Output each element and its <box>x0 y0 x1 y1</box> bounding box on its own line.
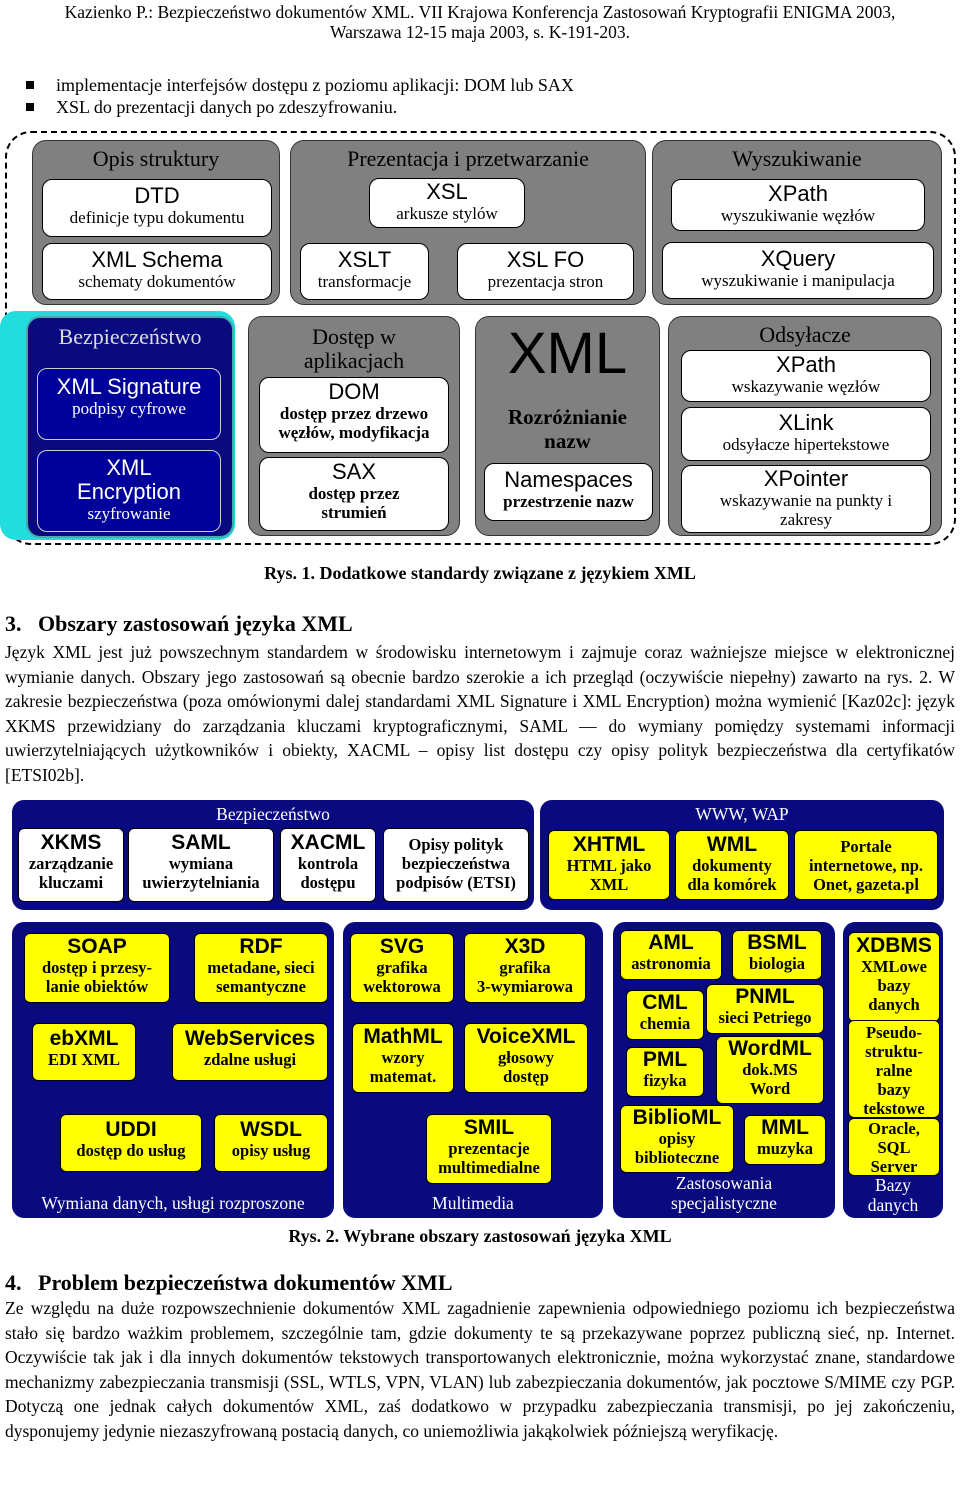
xlink-label: XLink <box>778 410 834 435</box>
smil-label: SMIL <box>463 1116 515 1139</box>
dom-label: DOM <box>328 379 380 404</box>
xpointer-desc-2: zakresy <box>780 510 832 529</box>
bullet-square-icon <box>26 81 34 89</box>
group-title: Wyszukiwanie <box>732 146 862 171</box>
sax-desc-1: dostęp przez <box>308 484 400 503</box>
etsi-desc-1: Opisy polityk <box>408 835 504 854</box>
rdf-desc-1: metadane, sieci <box>207 958 315 977</box>
ebxml-box <box>32 1023 136 1081</box>
bullet-item <box>28 74 574 96</box>
pml-box <box>626 1047 704 1097</box>
pnml-label: PNML <box>735 985 795 1008</box>
xhtml-desc-1: HTML jako <box>566 856 652 875</box>
soap-desc-1: dostęp i przesy- <box>42 958 152 977</box>
xml-schema-label: XML Schema <box>91 247 223 272</box>
x3d-desc-2: 3-wymiarowa <box>477 977 573 996</box>
databases-label-1: Bazy <box>875 1175 911 1195</box>
aml-desc: astronomia <box>631 954 711 973</box>
uddi-box <box>60 1114 202 1172</box>
soap-box <box>24 933 170 1003</box>
bsml-box <box>732 930 822 980</box>
group-title: Opis struktury <box>92 146 220 171</box>
search-group <box>652 140 942 305</box>
specialized-label-1: Zastosowania <box>675 1173 773 1193</box>
namespaces-heading <box>476 405 659 453</box>
presentation-group <box>290 140 646 305</box>
group-title-line-1: Dostęp w <box>312 324 396 349</box>
xdbms-desc-3: danych <box>868 995 920 1014</box>
svg-label: SVG <box>379 935 425 958</box>
oracle-sql-box <box>848 1118 940 1176</box>
section-3-paragraph: Język XML jest już powszechnym standardem w środowisku internetowym i zajmuje coraz ważniejsze miejsce w elektronicznej wymianie danych. Obszary jego zastosowań są obecnie bardzo szerokie a ich przegląd (oczywiście niepełny) zawarto na rys. 2. W zakresie bezpieczeństwa (poza omówionymi dalej standardami XML Signature i XML Encryption) można wymienić [Kaz02c]: język XKMS przewidziany do zarządzania kluczami kryptograficznymi, SAML — do wymiany pomiędzy systemami informacji uwierzytelniających użytkowników i obiekty, XACML – opisy list dostępu czy opisy polityk bezpieczeństwa dla certyfikatów [ETSI02b]. <box>5 642 955 785</box>
xsl-fo-desc: prezentacja stron <box>487 272 604 291</box>
dom-desc-1: dostęp przez drzewo <box>279 404 429 423</box>
wml-label: WML <box>706 833 758 856</box>
xhtml-desc-2: XML <box>589 875 629 894</box>
mml-label: MML <box>761 1116 809 1139</box>
etsi-desc-3: podpisów (ETSI) <box>396 873 516 892</box>
figure-1-caption: Rys. 1. Dodatkowe standardy związane z językiem XML <box>264 563 696 583</box>
xml-schema-box <box>42 243 272 300</box>
sax-desc-2: strumień <box>321 503 387 522</box>
cml-desc: chemia <box>639 1014 691 1033</box>
oracle-desc-2: SQL <box>877 1138 911 1157</box>
multimedia-area-label: Multimedia <box>432 1193 514 1213</box>
pnml-box <box>706 984 824 1034</box>
xquery-box <box>662 242 934 299</box>
rdf-desc-2: semantyczne <box>216 977 306 996</box>
xpointer-label: XPointer <box>763 466 849 491</box>
xacml-box <box>280 828 376 902</box>
oracle-desc-1: Oracle, <box>868 1119 920 1138</box>
links-group <box>668 316 942 536</box>
xml-core-group <box>475 316 660 536</box>
xml-big-label: XML <box>507 321 628 386</box>
voicexml-label: VoiceXML <box>476 1025 576 1048</box>
specialized-area-label <box>613 1173 835 1213</box>
smil-box <box>426 1114 552 1184</box>
xacml-desc-2: dostępu <box>300 873 356 892</box>
www-area-label: WWW, WAP <box>695 804 789 824</box>
xdbms-desc-1: XMLowe <box>861 957 927 976</box>
namespaces-heading-1: Rozróżnianie <box>508 405 627 429</box>
bullet-item <box>28 96 397 118</box>
saml-desc-1: wymiana <box>168 854 234 873</box>
xdbms-desc-2: bazy <box>877 976 911 995</box>
voicexml-desc-1: głosowy <box>498 1048 554 1067</box>
mathml-desc-1: wzory <box>381 1048 425 1067</box>
saml-box <box>128 828 274 902</box>
mathml-label: MathML <box>363 1025 443 1048</box>
xml-encryption-label-2: Encryption <box>77 479 181 504</box>
access-group <box>248 316 460 536</box>
header-line-2: Warszawa 12-15 maja 2003, s. K-191-203. <box>330 22 630 42</box>
bsml-desc: biologia <box>749 954 805 973</box>
xpath-search-box <box>671 179 925 231</box>
mathml-desc-2: matemat. <box>369 1067 437 1086</box>
pseudo-desc-5: tekstowe <box>863 1099 925 1118</box>
xsl-fo-box <box>457 243 634 300</box>
xml-signature-box <box>37 368 221 440</box>
mml-box <box>744 1115 826 1165</box>
xpath-label: XPath <box>768 181 828 206</box>
security-group <box>26 316 234 538</box>
xpath-label: XPath <box>776 352 836 377</box>
xml-schema-desc: schematy dokumentów <box>78 272 236 291</box>
xacml-label: XACML <box>290 831 366 854</box>
xpointer-desc-1: wskazywanie na punkty i <box>719 491 893 510</box>
bullet-text: XSL do prezentacji danych po zdeszyfrowaniu. <box>56 97 398 117</box>
structure-description-group <box>32 140 280 305</box>
xhtml-label: XHTML <box>572 833 646 856</box>
svg-box <box>350 933 454 1003</box>
xslt-label: XSLT <box>337 247 392 272</box>
portals-desc-1: Portale <box>840 837 892 856</box>
cml-label: CML <box>642 991 688 1014</box>
rdf-box <box>194 933 328 1003</box>
xml-encryption-desc: szyfrowanie <box>87 504 171 523</box>
webservices-desc: zdalne usługi <box>203 1050 297 1069</box>
aml-label: AML <box>648 931 694 954</box>
rdf-label: RDF <box>239 935 283 958</box>
biblioml-desc-2: biblioteczne <box>634 1148 720 1167</box>
oracle-desc-3: Server <box>870 1157 918 1176</box>
pseudo-structural-box <box>848 1020 940 1118</box>
smil-desc-2: multimedialne <box>438 1158 540 1177</box>
etsi-policies-box <box>383 828 529 902</box>
biblioml-label: BiblioML <box>632 1106 722 1129</box>
xpath-pointing-box <box>681 350 931 402</box>
security-area-label: Bezpieczeństwo <box>216 804 330 824</box>
xslt-desc: transformacje <box>317 272 412 291</box>
xkms-label: XKMS <box>40 831 102 854</box>
wml-box <box>675 830 789 900</box>
wordml-box <box>716 1036 824 1104</box>
xhtml-box <box>548 830 670 900</box>
pseudo-desc-3: ralne <box>875 1061 913 1080</box>
saml-desc-2: uwierzytelniania <box>142 873 260 892</box>
bullet-text: implementacje interfejsów dostępu z poziomu aplikacji: DOM lub SAX <box>56 75 574 95</box>
xacml-desc-1: kontrola <box>297 854 359 873</box>
wsdl-desc: opisy usług <box>231 1141 311 1160</box>
etsi-desc-2: bezpieczeństwa <box>401 854 511 873</box>
namespaces-box <box>484 463 653 521</box>
saml-label: SAML <box>171 831 231 854</box>
databases-area-label <box>843 1175 943 1215</box>
wsdl-label: WSDL <box>240 1118 302 1141</box>
pseudo-desc-4: bazy <box>877 1080 911 1099</box>
dtd-desc: definicje typu dokumentu <box>69 208 245 227</box>
mml-desc: muzyka <box>757 1139 813 1158</box>
databases-label-2: danych <box>867 1195 919 1215</box>
xml-encryption-label-1: XML <box>106 455 152 480</box>
ebxml-label: ebXML <box>49 1027 119 1050</box>
portals-desc-2: internetowe, np. <box>808 856 924 875</box>
data-exchange-area-label: Wymiana danych, usługi rozproszone <box>41 1193 305 1213</box>
wordml-label: WordML <box>728 1037 812 1060</box>
dom-box <box>259 377 449 453</box>
xquery-desc: wyszukiwanie i manipulacja <box>701 271 895 290</box>
cml-box <box>626 990 704 1040</box>
group-title: Bezpieczeństwo <box>58 324 202 349</box>
wordml-desc-1: dok.MS <box>742 1060 798 1079</box>
wordml-desc-2: Word <box>749 1079 791 1098</box>
biblioml-desc-1: opisy <box>658 1129 696 1148</box>
aml-box <box>620 930 722 980</box>
bsml-label: BSML <box>747 931 807 954</box>
wml-desc-1: dokumenty <box>692 856 772 875</box>
group-title-line-2: aplikacjach <box>303 348 405 373</box>
xml-signature-label: XML Signature <box>56 374 202 399</box>
webservices-box <box>172 1023 328 1081</box>
voicexml-box <box>464 1023 588 1093</box>
xpointer-box <box>681 465 931 533</box>
dtd-label: DTD <box>134 183 180 208</box>
section-4-heading: 4. Problem bezpieczeństwa dokumentów XML <box>5 1270 453 1295</box>
xsl-desc: arkusze stylów <box>396 204 498 223</box>
ebxml-desc: EDI XML <box>48 1050 120 1069</box>
namespaces-label: Namespaces <box>504 467 633 492</box>
xdbms-box <box>848 932 940 1022</box>
xml-signature-desc: podpisy cyfrowe <box>72 399 186 418</box>
namespaces-heading-2: nazw <box>544 429 591 453</box>
portals-box <box>794 830 938 900</box>
dtd-box <box>42 179 272 237</box>
xlink-desc: odsyłacze hipertekstowe <box>722 435 890 454</box>
xlink-box <box>681 407 931 461</box>
x3d-label: X3D <box>504 935 546 958</box>
pseudo-desc-1: Pseudo- <box>866 1023 922 1042</box>
section-3-heading: 3. Obszary zastosowań języka XML <box>5 611 353 636</box>
portals-desc-3: Onet, gazeta.pl <box>813 875 919 894</box>
soap-desc-2: lanie obiektów <box>45 977 149 996</box>
x3d-box <box>464 933 586 1003</box>
sax-label: SAX <box>331 459 377 484</box>
xdbms-label: XDBMS <box>856 934 932 957</box>
sax-box <box>259 457 449 531</box>
wsdl-box <box>214 1114 328 1172</box>
running-header <box>0 2 960 42</box>
voicexml-desc-2: dostęp <box>503 1067 549 1086</box>
biblioml-box <box>620 1105 734 1173</box>
xsl-box <box>369 178 525 228</box>
xml-encryption-box <box>37 450 221 532</box>
xpath-desc: wyszukiwanie węzłów <box>720 206 876 225</box>
pml-label: PML <box>642 1048 688 1071</box>
header-line-1: Kazienko P.: Bezpieczeństwo dokumentów XML. VII Krajowa Konferencja Zastosowań Kryptografii ENIGMA 2003, <box>64 2 896 22</box>
x3d-desc-1: grafika <box>499 958 551 977</box>
pseudo-desc-2: struktu- <box>865 1042 923 1061</box>
wml-desc-2: dla komórek <box>687 875 777 894</box>
xpath-desc: wskazywanie węzłów <box>731 377 881 396</box>
pml-desc: fizyka <box>643 1071 687 1090</box>
webservices-label: WebServices <box>184 1027 316 1050</box>
group-title: Odsyłacze <box>759 322 851 347</box>
xslt-box <box>300 243 429 300</box>
bullet-square-icon <box>26 103 34 111</box>
uddi-label: UDDI <box>105 1118 157 1141</box>
uddi-desc: dostęp do usług <box>76 1141 186 1160</box>
section-4-paragraph: Ze względu na duże rozpowszechnienie dokumentów XML zagadnienie zapewnienia odpowiedniego poziomu ich bezpieczeństwa stało się bardzo ważkim problemem, szczególnie tam, gdzie dokumenty te są przekazywane poprzez publiczną sieć, np. Internet. Oczywiście tak jak i dla innych dokumentów tekstowych transportowanych elektronicznie, można wykorzystać znane, standardowe mechanizmy zabezpieczania transmisji (SSL, WTLS, VPN, VLAN) lub zabezpieczania dokumentów, jak pocztowe S/MIME czy PGP. Dotyczą one jednak całych dokumentów XML, zaś dodatkowo w przypadku zabezpieczania transmisji, po jej zakończeniu, dysponujemy jedynie niezaszyfrowaną postacią danych, co uniemożliwia jakąkolwiek późniejszą weryfikację. <box>5 1298 955 1441</box>
mathml-box <box>352 1023 454 1093</box>
soap-label: SOAP <box>67 935 127 958</box>
figure-2-caption: Rys. 2. Wybrane obszary zastosowań języka XML <box>288 1226 672 1246</box>
xsl-label: XSL <box>426 179 468 204</box>
namespaces-desc: przestrzenie nazw <box>503 492 634 511</box>
specialized-label-2: specjalistyczne <box>671 1193 777 1213</box>
group-title: Prezentacja i przetwarzanie <box>347 146 589 171</box>
dom-desc-2: węzłów, modyfikacja <box>278 423 430 442</box>
pnml-desc: sieci Petriego <box>718 1008 812 1027</box>
xquery-label: XQuery <box>760 246 836 271</box>
xkms-desc-1: zarządzanie <box>28 854 114 873</box>
xsl-fo-label: XSL FO <box>506 247 585 272</box>
xkms-box <box>18 828 124 902</box>
smil-desc-1: prezentacje <box>448 1139 530 1158</box>
group-title <box>249 325 459 373</box>
xkms-desc-2: kluczami <box>38 873 104 892</box>
